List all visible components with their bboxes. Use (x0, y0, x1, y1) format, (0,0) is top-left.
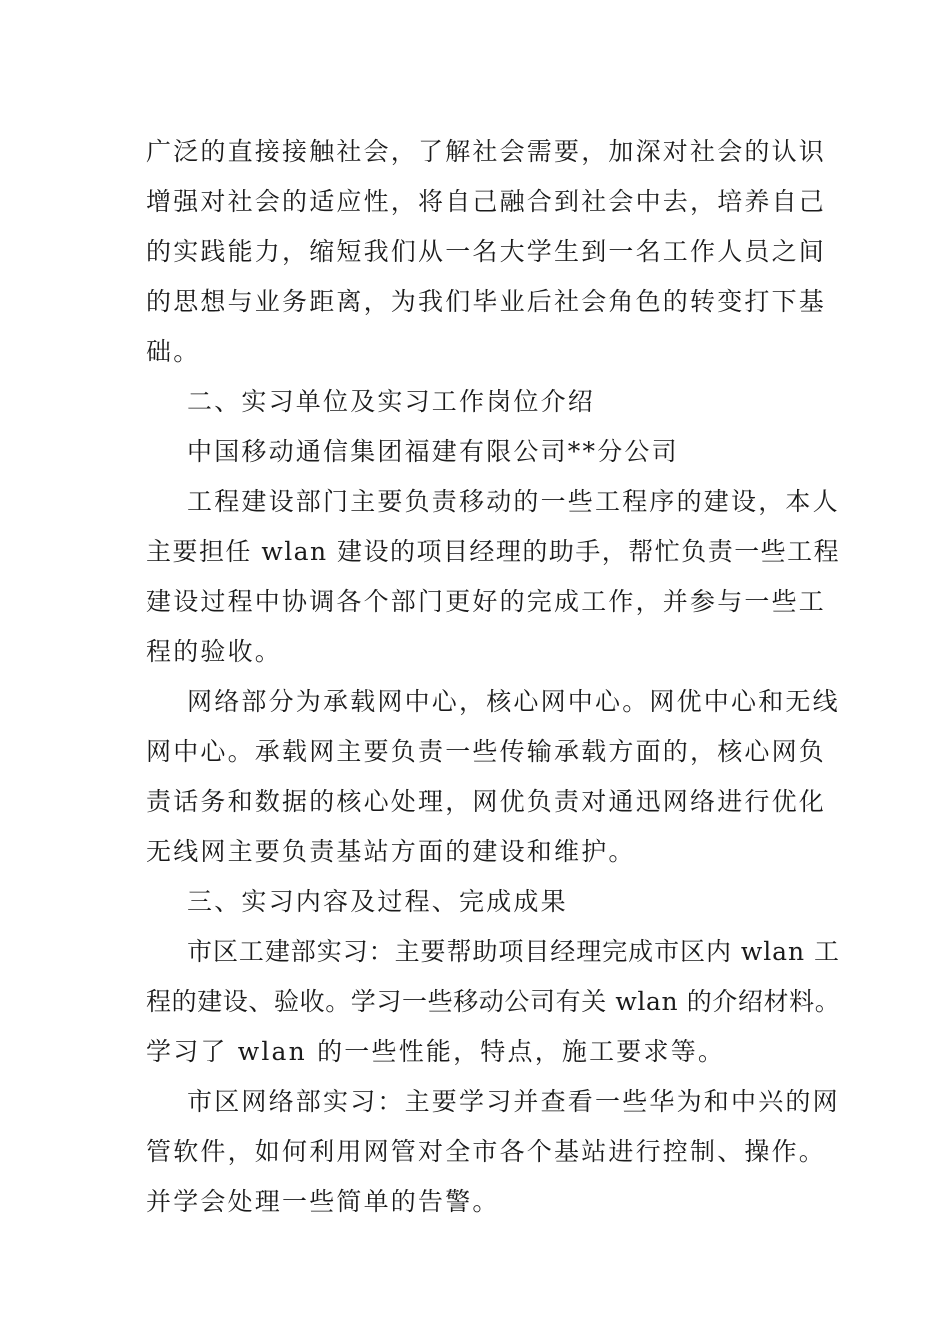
paragraph-line: 广泛的直接接触社会，了解社会需要，加深对社会的认识 (146, 137, 827, 166)
section-heading: 三、实习内容及过程、完成成果 (187, 887, 568, 916)
paragraph-line: 程的建设、验收。学习一些移动公司有关 wlan 的介绍材料。 (146, 987, 841, 1016)
paragraph-line: 程的验收。 (146, 637, 283, 666)
paragraph-line: 工程建设部门主要负责移动的一些工程序的建设，本人 (187, 487, 840, 516)
paragraph-line: 并学会处理一些简单的告警。 (146, 1187, 500, 1216)
paragraph-line: 网中心。承载网主要负责一些传输承载方面的，核心网负 (146, 737, 827, 766)
paragraph-line: 责话务和数据的核心处理，网优负责对通迅网络进行优化 (146, 787, 827, 816)
section-heading: 二、实习单位及实习工作岗位介绍 (187, 387, 596, 416)
company-name: 中国移动通信集团福建有限公司**分公司 (187, 437, 679, 466)
paragraph-line: 管软件，如何利用网管对全市各个基站进行控制、操作。 (146, 1137, 827, 1166)
paragraph-line: 础。 (146, 337, 201, 366)
paragraph-line: 无线网主要负责基站方面的建设和维护。 (146, 837, 636, 866)
paragraph-line: 主要担任 wlan 建设的项目经理的助手，帮忙负责一些工程 (146, 537, 841, 566)
paragraph-line: 的思想与业务距离，为我们毕业后社会角色的转变打下基 (146, 287, 827, 316)
paragraph-line: 学习了 wlan 的一些性能，特点，施工要求等。 (146, 1037, 726, 1066)
paragraph-line: 市区工建部实习：主要帮助项目经理完成市区内 wlan 工 (187, 937, 840, 966)
paragraph-line: 网络部分为承载网中心，核心网中心。网优中心和无线 (187, 687, 840, 716)
paragraph-line: 的实践能力，缩短我们从一名大学生到一名工作人员之间 (146, 237, 827, 266)
paragraph-line: 增强对社会的适应性，将自己融合到社会中去，培养自己 (146, 187, 827, 216)
paragraph-line: 市区网络部实习：主要学习并查看一些华为和中兴的网 (187, 1087, 840, 1116)
paragraph-line: 建设过程中协调各个部门更好的完成工作，并参与一些工 (146, 587, 827, 616)
